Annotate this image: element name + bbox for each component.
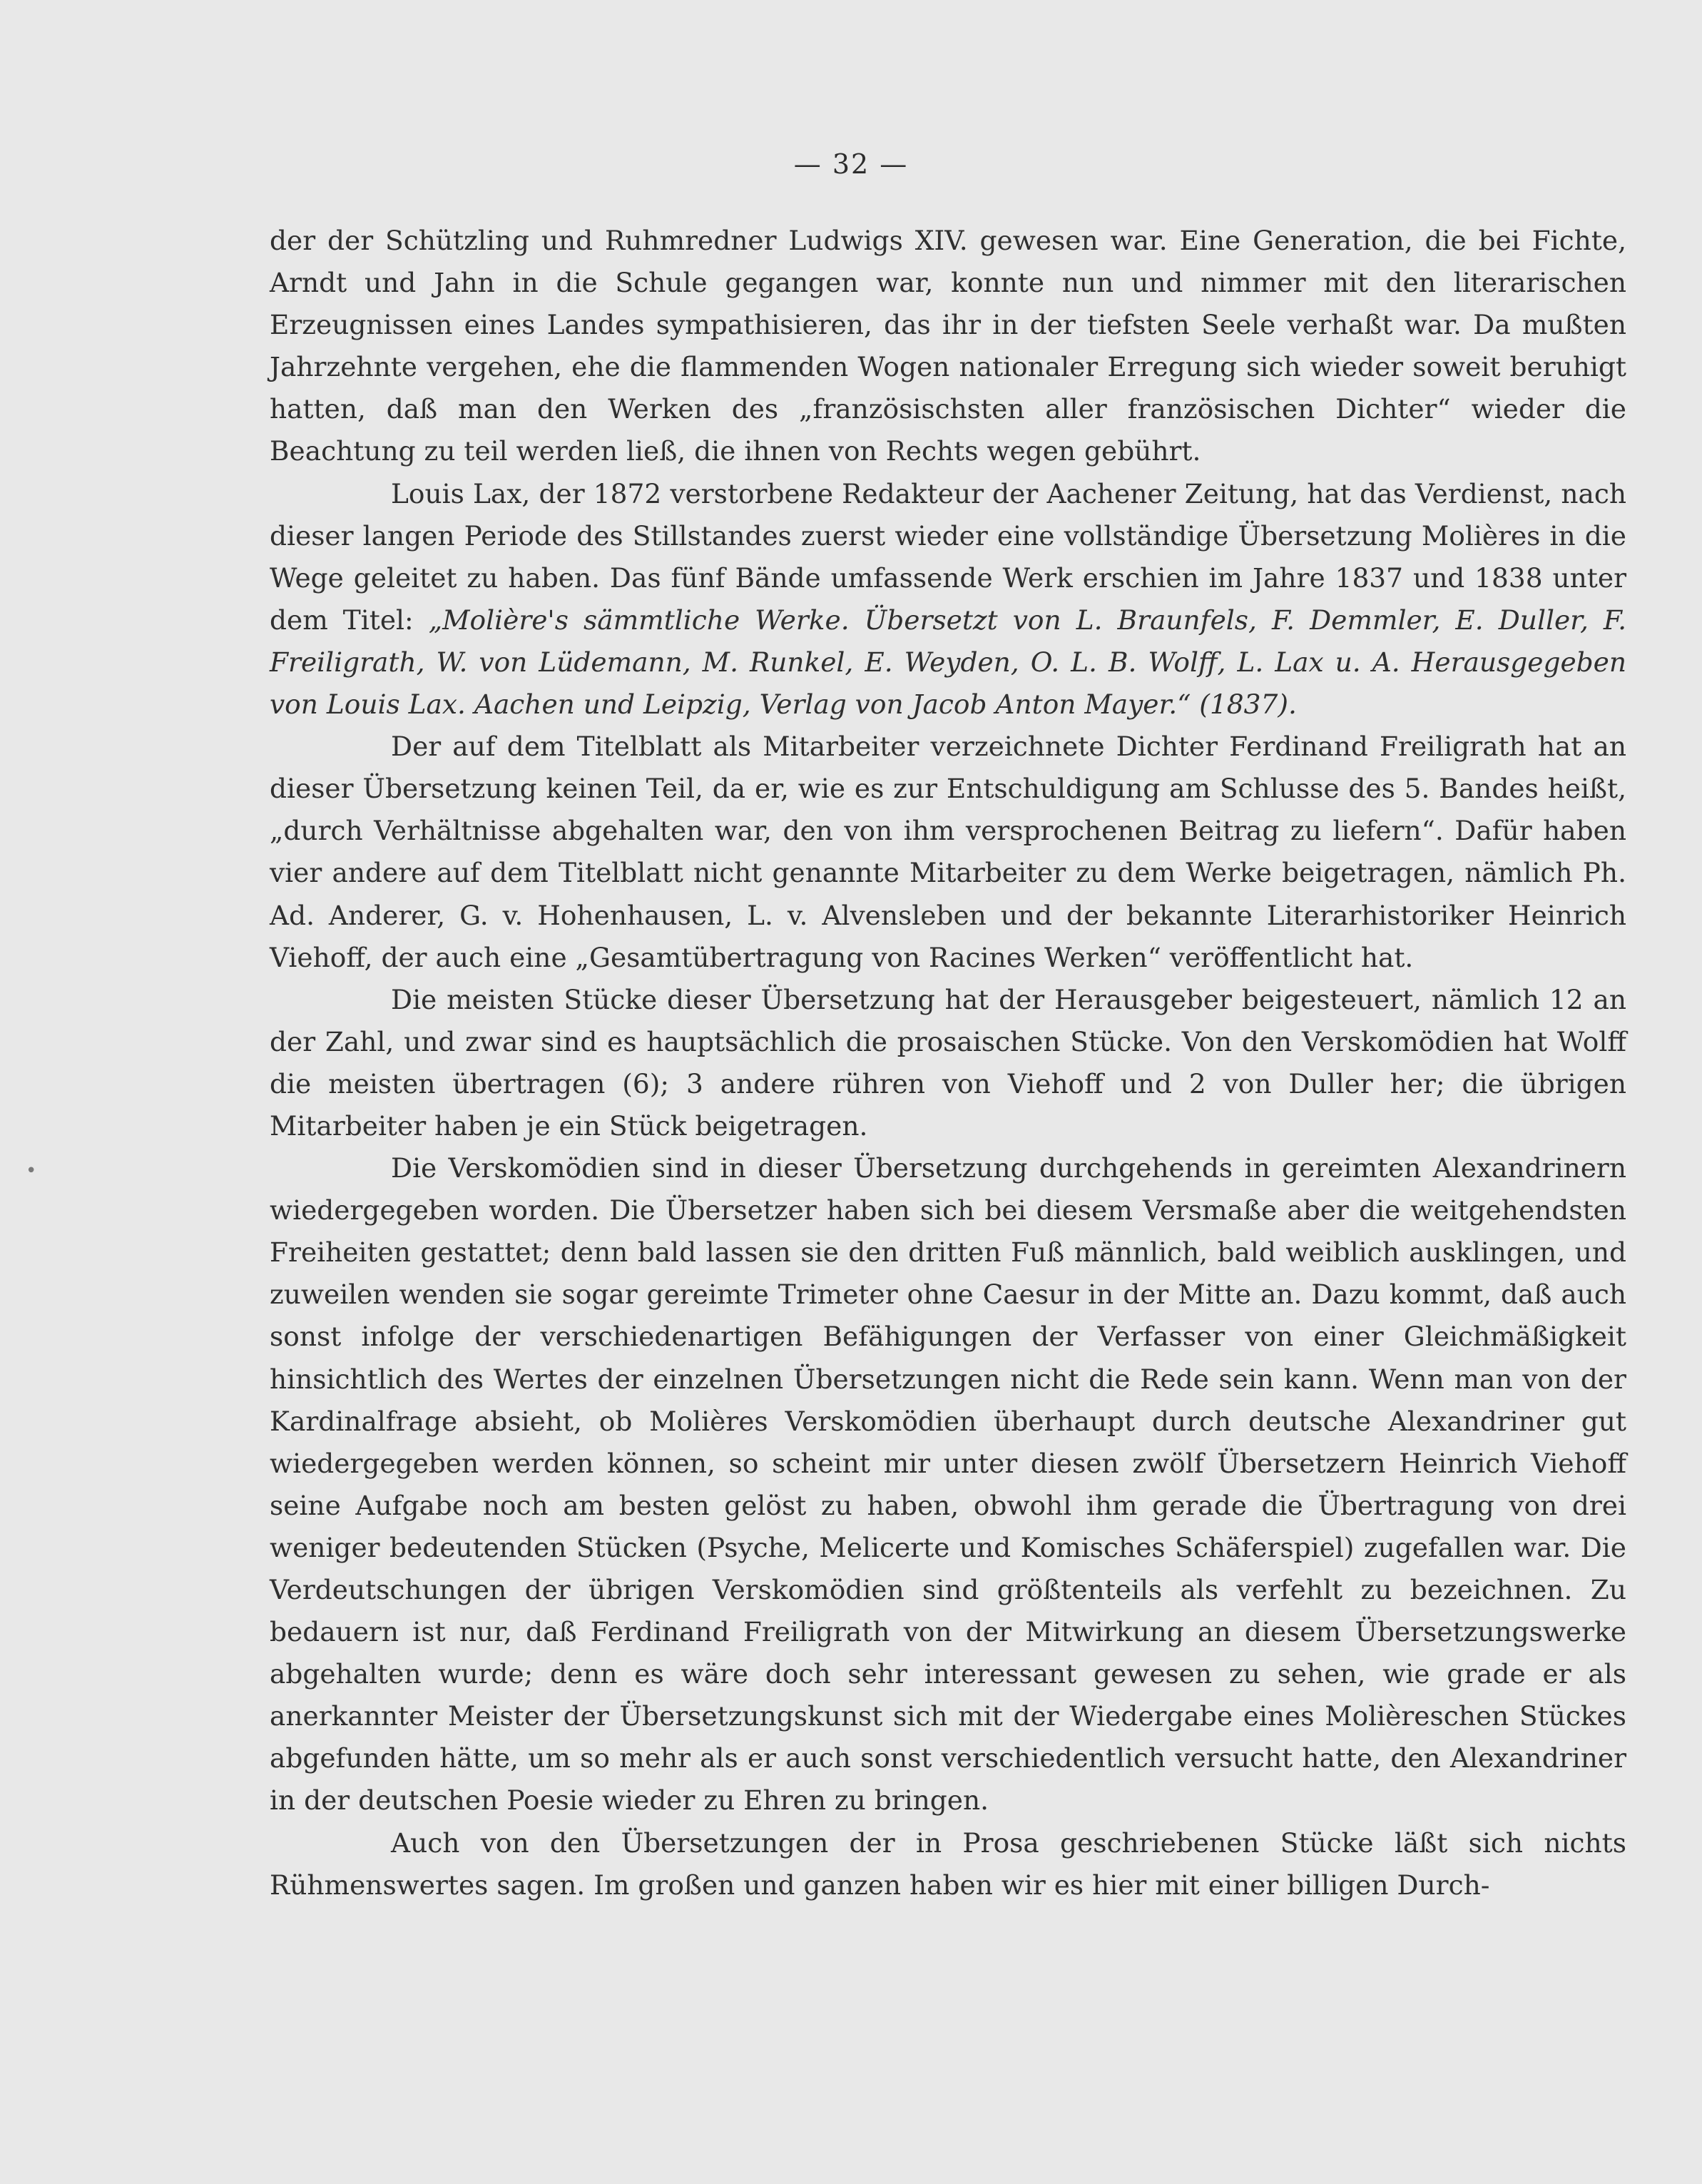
paragraph-4: Die meisten Stücke dieser Übersetzung hat der Herausgeber beigesteuert, nämlich 12 an der Zahl, und zwar sind es hauptsächlich die prosaischen Stücke. Von den Verskomödien hat Wolff die meisten übertragen (6); 3 andere rühren von Viehoff und 2 von Duller her; die übrigen Mitarbeiter haben je ein Stück beigetragen. <box>270 983 1626 1142</box>
page-number: — 32 — <box>793 148 909 180</box>
margin-mark: • <box>26 1160 37 1182</box>
paragraph-6: Auch von den Übersetzungen der in Prosa geschriebenen Stücke läßt sich nichts Rühmenswertes sagen. Im großen und ganzen haben wir es hier mit einer billigen Durch- <box>270 1827 1626 1901</box>
paragraph-2-text: Louis Lax, der 1872 verstorbene Redakteur der Aachener Zeitung, hat das Verdienst, nach dieser langen Periode des Stillstandes zuerst wieder eine vollständige Übersetzung Molières in die Wege geleitet zu haben. Das fünf Bände umfassende Werk erschien im Jahre 1837 und 1838 unter dem Titel: <box>270 477 1626 636</box>
book-title-italic: „Molière's sämmtliche Werke. Übersetzt von L. Braunfels, F. Demmler, E. Duller, F. Freiligrath, W. von Lüdemann, M. Runkel, E. Weyden, O. L. B. Wolff, L. Lax u. A. Herausgegeben von Louis Lax. Aachen und Leipzig, Verlag von Jacob Anton Mayer.“ (1837). <box>270 604 1627 721</box>
body-text <box>270 220 1626 1906</box>
paragraph-3: Der auf dem Titelblatt als Mitarbeiter verzeichnete Dichter Ferdinand Freiligrath hat an dieser Übersetzung keinen Teil, da er, wie es zur Entschuldigung am Schlusse des 5. Bandes heißt, „durch Verhältnisse abgehalten war, den von ihm versprochenen Beitrag zu liefern“. Dafür haben vier andere auf dem Titelblatt nicht genannte Mitarbeiter zu dem Werke beigetragen, nämlich Ph. Ad. Anderer, G. v. Hohenhausen, L. v. Alvensleben und der bekannte Literarhistoriker Heinrich Viehoff, der auch eine „Gesamtübertragung von Racines Werken“ veröffentlicht hat. <box>270 731 1626 973</box>
paragraph-5: Die Verskomödien sind in dieser Übersetzung durchgehends in gereimten Alexandrinern wiedergegeben worden. Die Übersetzer haben sich bei diesem Versmaße aber die weitgehendsten Freiheiten gestattet; denn bald lassen sie den dritten Fuß männlich, bald weiblich ausklingen, und zuweilen wenden sie sogar gereimte Trimeter ohne Caesur in der Mitte an. Dazu kommt, daß auch sonst infolge der verschiedenartigen Befähigungen der Verfasser von einer Gleichmäßigkeit hinsichtlich des Wertes der einzelnen Übersetzungen nicht die Rede sein kann. Wenn man von der Kardinalfrage absieht, ob Molières Verskomödien überhaupt durch deutsche Alexandriner gut wiedergegeben werden können, so scheint mir unter diesen zwölf Übersetzern Heinrich Viehoff seine Aufgabe noch am besten gelöst zu haben, obwohl ihm gerade die Übertragung von drei weniger bedeutenden Stücken (Psyche, Melicerte und Komisches Schäferspiel) zugefallen war. Die Verdeutschungen der übrigen Verskomödien sind größtenteils als verfehlt zu bezeichnen. Zu bedauern ist nur, daß Ferdinand Freiligrath von der Mitwirkung an diesem Übersetzungswerke abgehalten wurde; denn es wäre doch sehr interessant gewesen zu sehen, wie grade er als anerkannter Meister der Übersetzungskunst sich mit der Wiedergabe eines Molièreschen Stückes abgefunden hätte, um so mehr als er auch sonst verschiedentlich versucht hatte, den Alexandriner in der deutschen Poesie wieder zu Ehren zu bringen. <box>270 1152 1626 1817</box>
paragraph-1: der der Schützling und Ruhmredner Ludwigs XIV. gewesen war. Eine Generation, die bei Fichte, Arndt und Jahn in die Schule gegangen war, konnte nun und nimmer mit den literarischen Erzeugnissen eines Landes sympathisieren, das ihr in der tiefsten Seele verhaßt war. Da mußten Jahrzehnte vergehen, ehe die flammenden Wogen nationaler Erregung sich wieder soweit beruhigt hatten, daß man den Werken des „französischsten aller französischen Dichter“ wieder die Beachtung zu teil werden ließ, die ihnen von Rechts wegen gebührt. <box>270 225 1626 467</box>
paragraph-2 <box>270 473 1626 726</box>
